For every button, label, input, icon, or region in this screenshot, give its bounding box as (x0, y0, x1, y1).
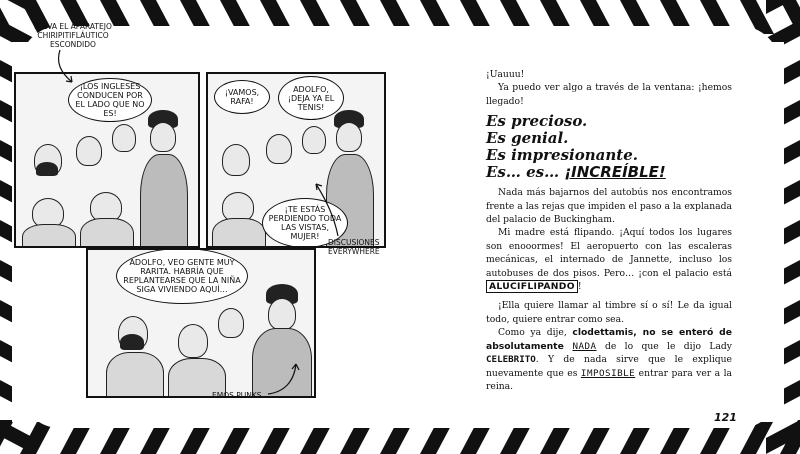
note-bottom: EMOS PUNKS… (212, 391, 270, 400)
para4-bold: clodettamis, no se enteró de absolutamente (486, 327, 732, 352)
character-face (266, 134, 292, 164)
para4-mid: de lo que le dijo Lady (596, 340, 732, 352)
character-face (76, 136, 102, 166)
para4-end: entrar para ver a la reina. (486, 367, 732, 392)
exclaim-start: Es… es… (486, 163, 565, 182)
note-top: LLEVA EL APARATEJO CHIRIPITIFLÁUTICO ESCONDIDO (34, 22, 112, 49)
character-body (212, 218, 266, 248)
paragraph: ¡Ella quiere llamar al timbre sí o sí! Le da igual todo, quiere entrar como sea. (486, 300, 732, 325)
comic-panel-1 (14, 72, 200, 248)
paragraph: Nada más bajarnos del autobús nos encontramos frente a las rejas que impiden el paso a la explanada del palacio de Buckingham. (486, 187, 732, 226)
character-beard (120, 334, 144, 350)
character-body (80, 218, 134, 248)
character-face (112, 124, 136, 152)
para4-mid2: . Y de nada sirve que le explique nuevamente que es (486, 354, 732, 379)
speech-bubble-2c: ¡TE ESTÁS PERDIENDO TODA LAS VISTAS, MUJER! (262, 198, 348, 248)
para4-start: Como ya dije, (498, 327, 573, 339)
celebrito-word: CELEBRITO (486, 354, 536, 366)
increible-word: ¡INCREÍBLE! (564, 163, 666, 182)
speech-bubble-2b: ADOLFO, ¡DEJA YA EL TENIS! (278, 76, 344, 120)
character-face (218, 308, 244, 338)
note-side-arrow (312, 180, 352, 240)
paragraph: ¡Uauuu! (486, 69, 525, 80)
speech-bubble-2a: ¡VAMOS, RAFA! (214, 80, 270, 114)
exclaim-line: Es impresionante. (486, 146, 638, 165)
alucflipando-word: ALUCIFLIPANDO (486, 280, 578, 293)
exclaim-line: Es precioso. (486, 112, 588, 131)
text-page (404, 42, 784, 422)
paragraph: Ya puedo ver algo a través de la ventana: ¡hemos llegado! (486, 82, 732, 107)
character-face (178, 324, 208, 358)
imposible-word: IMPOSIBLE (580, 367, 636, 379)
paragraph (486, 226, 732, 293)
para2-start: Mi madre está flipando. ¡Aquí todos los lugares son enooormes! El aeropuerto con las escaleras mecánicas, el internado de Jannette, incluso los autobuses de dos pisos. Pero… ¡con el palacio está (486, 227, 732, 279)
character-beard (36, 162, 58, 176)
paragraph (486, 326, 732, 393)
nada-word: NADA (572, 340, 597, 352)
character-face (302, 126, 326, 154)
exclaim-line: Es genial. (486, 129, 569, 148)
character-face (268, 298, 296, 330)
character-face (222, 144, 250, 176)
comic-panel-2 (206, 72, 386, 248)
character-face (150, 122, 176, 152)
character-face (336, 122, 362, 152)
speech-bubble-3: ADOLFO, VEO GENTE MUY RARITA. HABRÍA QUE REPLANTEARSE QUE LA NIÑA SIGA VIVIENDO AQUÍ… (116, 248, 248, 304)
border-stripe (0, 420, 34, 454)
page-number: 121 (714, 411, 737, 424)
character-body (22, 224, 76, 248)
character-body (140, 154, 188, 248)
exclaim-line (486, 164, 732, 181)
body-text (486, 68, 732, 393)
para2-end: ! (577, 281, 582, 293)
note-side: DISCUSIONES EVERYWHERE (328, 238, 380, 256)
character-body (106, 352, 164, 398)
comic-page (12, 22, 392, 422)
speech-bubble-1: ¡LOS INGLESES CONDUCEN POR EL LADO QUE NO ES! (68, 78, 152, 122)
note-bottom-arrow (264, 360, 304, 398)
